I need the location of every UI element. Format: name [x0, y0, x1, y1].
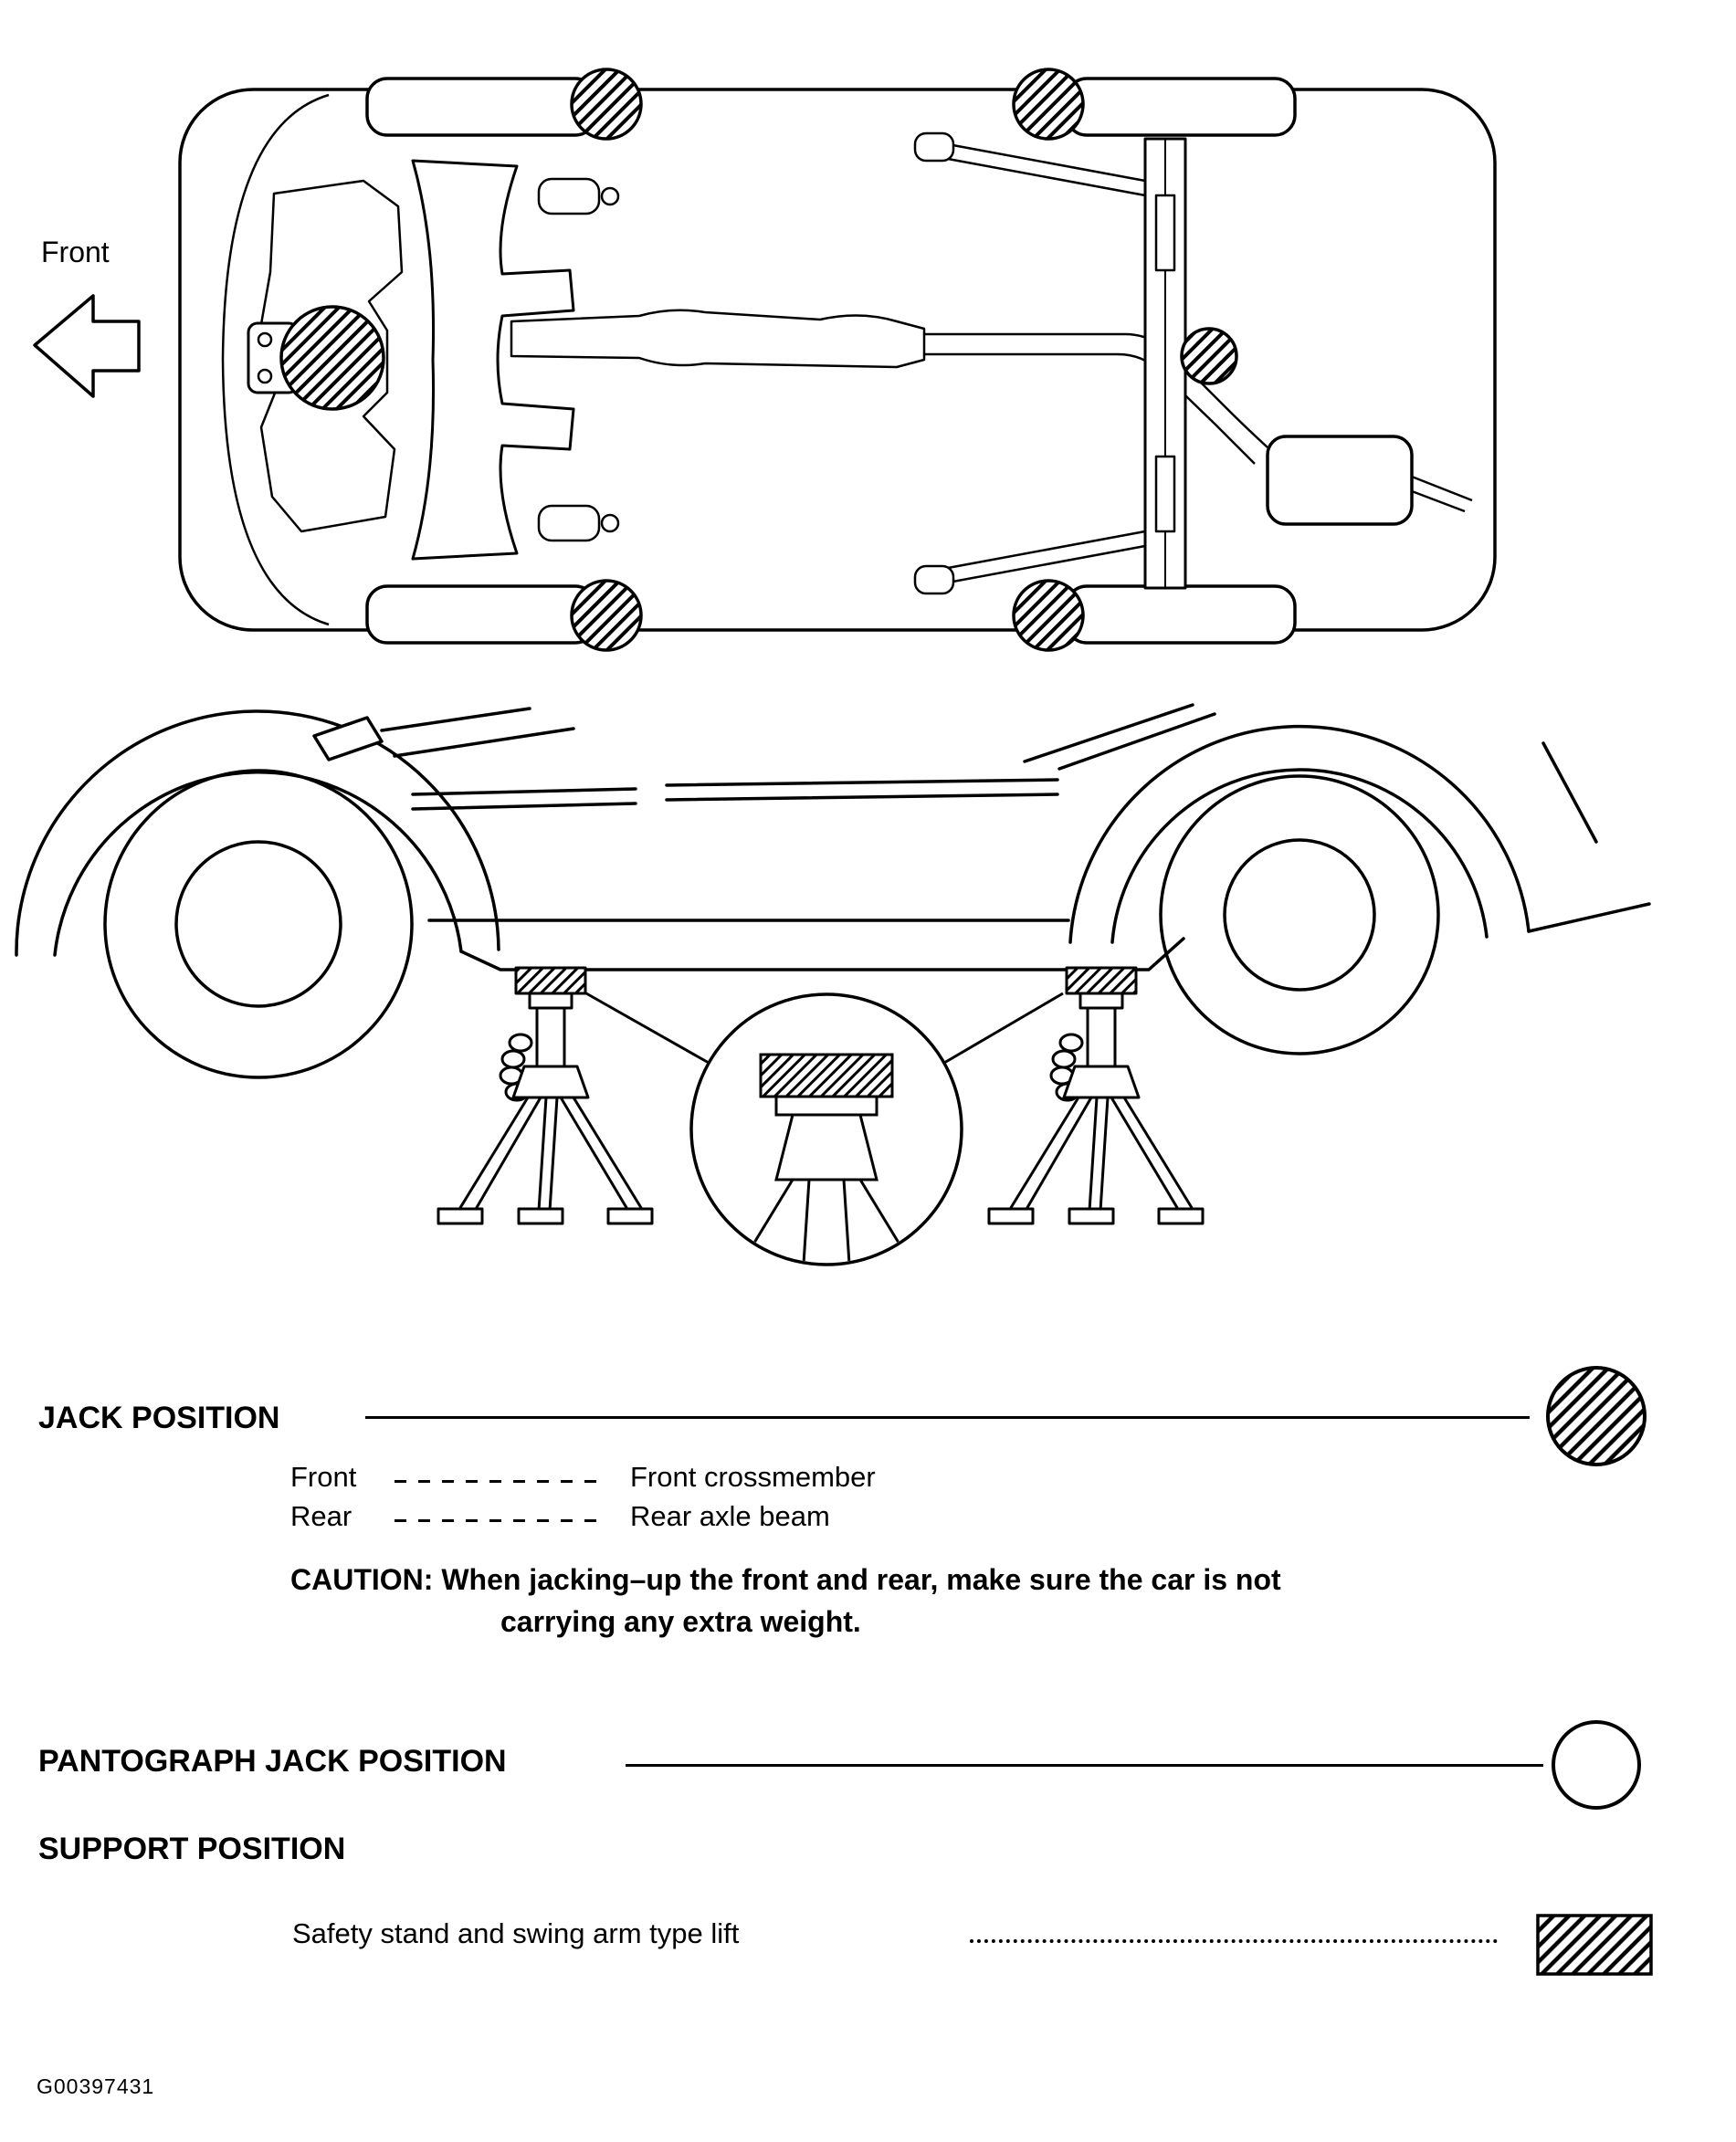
figure-id: G00397431 — [37, 2074, 155, 2098]
control-arm-lower — [539, 506, 599, 541]
trailing-arm-upper-bushing — [915, 133, 953, 161]
caution-line-2: carrying any extra weight. — [500, 1605, 861, 1638]
stand-cup-right — [1080, 993, 1122, 1008]
stand-legs-left — [458, 1097, 643, 1211]
rocker-line — [461, 939, 1184, 970]
support-pad-right — [1067, 968, 1136, 993]
jack-position-marker-front — [281, 307, 384, 409]
side-mirror — [314, 718, 382, 760]
control-arm-upper — [539, 179, 599, 214]
jack-position-rule — [365, 1416, 1530, 1419]
support-marker-lower-front — [572, 581, 641, 650]
tire-front-upper — [367, 79, 595, 135]
stand-column-left — [537, 1008, 564, 1066]
pantograph-symbol-open-circle-icon — [1549, 1717, 1644, 1812]
rear-shock-upper — [1156, 195, 1174, 270]
side-view-diagram — [0, 703, 1736, 1297]
support-symbol-hatched-rect-icon — [1534, 1912, 1655, 1978]
jack-position-title: JACK POSITION — [38, 1401, 280, 1435]
stand-foot-left-a — [438, 1209, 482, 1223]
detail-stand-column — [776, 1115, 877, 1180]
caution-text: When jacking–up the front and rear, make sure the car is not — [441, 1563, 1281, 1596]
support-position-title: SUPPORT POSITION — [38, 1832, 346, 1866]
jack-position-symbol-hatched-circle-icon — [1543, 1363, 1649, 1469]
left-wheel-tire — [105, 771, 412, 1077]
control-arm-upper-bolt — [602, 188, 618, 205]
rear-body-crease — [1529, 743, 1649, 931]
support-marker-upper-rear — [1014, 69, 1083, 139]
pantograph-title: PANTOGRAPH JACK POSITION — [38, 1744, 507, 1779]
caution-label: CAUTION: — [290, 1563, 434, 1596]
front-arrow-label: Front — [41, 236, 110, 268]
tire-rear-lower — [1067, 586, 1295, 643]
stand-collar-right — [1064, 1066, 1139, 1097]
rear-hatch-lines — [1025, 705, 1215, 769]
stand-foot-right-b — [1069, 1209, 1113, 1223]
caution-line-1 — [290, 1563, 1281, 1597]
support-marker-lower-rear — [1014, 581, 1083, 650]
callout-line-left — [586, 993, 709, 1063]
support-pad-left — [516, 968, 585, 993]
tire-front-lower — [367, 586, 595, 643]
window-sill-line — [382, 709, 573, 756]
jack-bracket-bolt-1 — [258, 333, 271, 346]
jack-row-rear-leader — [395, 1519, 603, 1522]
safety-stand-left — [438, 968, 652, 1223]
muffler — [1268, 436, 1412, 524]
stand-foot-left-b — [519, 1209, 563, 1223]
jack-position-marker-rear — [1182, 329, 1236, 383]
molding-line-front — [413, 789, 636, 809]
callout-line-right — [944, 993, 1063, 1063]
stand-foot-right-a — [989, 1209, 1033, 1223]
chassis-underside-diagram — [0, 0, 1736, 703]
tire-rear-upper — [1067, 79, 1295, 135]
jack-row-rear-label: Rear — [290, 1500, 352, 1532]
molding-line-rear — [667, 780, 1057, 800]
front-direction-arrow-icon — [35, 296, 139, 396]
jack-row-rear-value: Rear axle beam — [630, 1500, 830, 1532]
stand-column-right — [1088, 1008, 1115, 1066]
detail-support-pad — [761, 1055, 892, 1097]
trailing-arm-lower-bushing — [915, 566, 953, 593]
jack-row-front-label: Front — [290, 1461, 357, 1493]
support-item-label: Safety stand and swing arm type lift — [292, 1917, 740, 1949]
jack-row-front-value: Front crossmember — [630, 1461, 876, 1493]
pantograph-rule — [626, 1764, 1543, 1767]
control-arm-lower-bolt — [602, 515, 618, 531]
jack-row-front-leader — [395, 1480, 603, 1483]
safety-stand-right — [989, 968, 1203, 1223]
jack-bracket-bolt-2 — [258, 370, 271, 383]
stand-legs-right — [1009, 1097, 1194, 1211]
stand-foot-left-c — [608, 1209, 652, 1223]
detail-stand-plate — [776, 1097, 877, 1115]
rear-shock-lower — [1156, 457, 1174, 531]
support-item-leader — [970, 1939, 1498, 1943]
stand-collar-left — [513, 1066, 588, 1097]
right-wheel-tire — [1161, 776, 1438, 1054]
stand-cup-left — [530, 993, 572, 1008]
stand-foot-right-c — [1159, 1209, 1203, 1223]
support-marker-upper-front — [572, 69, 641, 139]
